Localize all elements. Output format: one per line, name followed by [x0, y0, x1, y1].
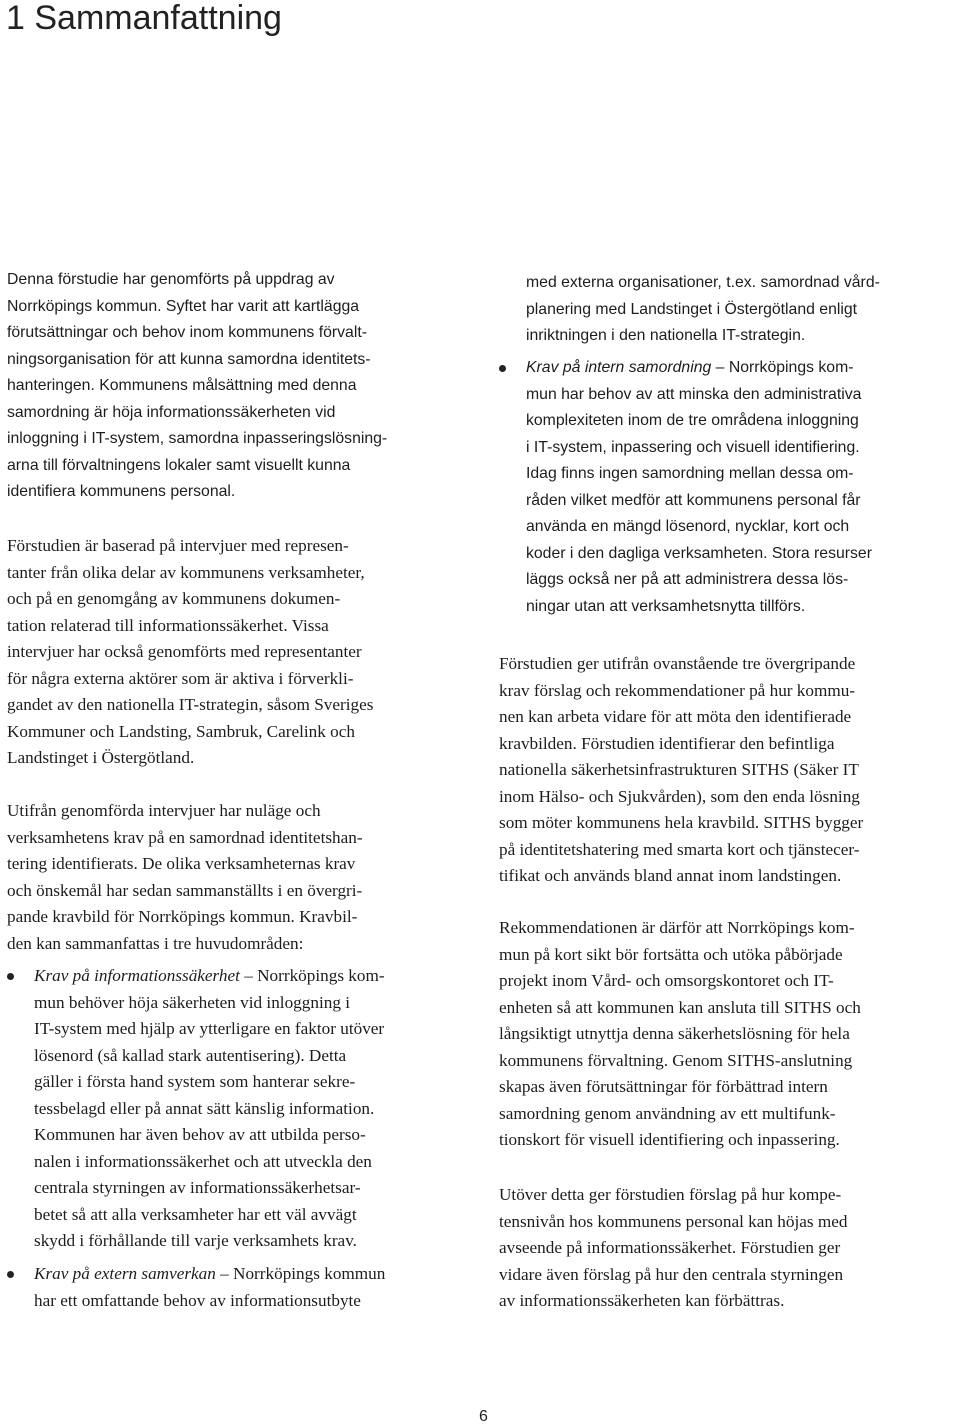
bullet-first-line	[34, 1261, 385, 1288]
text-line: intervjuer har också genomförts med representanter	[7, 642, 362, 661]
text-line: inom Hälso- och Sjukvården), som den enda lösning	[499, 786, 860, 806]
text-line: identifiera kommunens personal.	[7, 483, 236, 500]
text-line: i IT-system, inpassering och visuell identifiering.	[526, 438, 860, 456]
text-line: gäller i första hand system som hanterar sekre-	[34, 1072, 356, 1091]
text-line: kommunens förvaltning. Genom SITHS-anslutning	[499, 1050, 853, 1070]
text-line: projekt inom Vård- och omsorgskontoret och IT-	[499, 971, 834, 990]
text-line: Utöver detta ger förstudien förslag på hur kompe-	[499, 1185, 842, 1204]
page-number: 6	[479, 1408, 488, 1425]
text-line: Förstudien ger utifrån ovanstående tre övergripande	[499, 654, 856, 673]
text-line: tessbelagd eller på annat sätt känslig information.	[34, 1098, 375, 1118]
text-line: mun behöver höja säkerheten vid inloggning i	[34, 992, 350, 1012]
bullet-first-line	[526, 355, 872, 382]
text-line: nalen i informationssäkerhet och att utveckla den	[34, 1151, 372, 1171]
text-line: har ett omfattande behov av informationsutbyte	[34, 1290, 361, 1310]
text-line: tifikat och används bland annat inom landstingen.	[499, 866, 842, 885]
text-line: gandet av den nationella IT-strategin, såsom Sveriges	[7, 695, 374, 714]
text-line: inriktningen i den nationella IT-strategin.	[526, 327, 806, 344]
text-line: läggs också ner på att administrera dessa lös-	[526, 571, 849, 588]
text-line: Utifrån genomförda intervjuer har nuläge och	[7, 801, 321, 820]
bullet-term: Krav på intern samordning	[526, 359, 712, 376]
paragraph-recommendation-basis	[499, 651, 863, 890]
bullet-text: – Norrköpings kom-	[711, 359, 854, 376]
bullet-item-informationssakerhet	[7, 963, 385, 1255]
text-line: mun har behov av att minska den administrativa	[526, 385, 862, 403]
text-line: planering med Landstinget i Östergötland enligt	[526, 300, 858, 318]
text-line: för några externa aktörer som är aktiva i förverkli-	[7, 668, 354, 688]
bullet-first-line	[34, 963, 385, 990]
text-line: IT-system med hjälp av ytterligare en faktor utöver	[34, 1019, 385, 1038]
text-line: kravbilden. Förstudien identifierar den befintliga	[499, 733, 835, 753]
text-line: Förstudien är baserad på intervjuer med represen-	[7, 536, 349, 555]
text-line: nen kan arbeta vidare för att möta den identifierade	[499, 707, 852, 726]
paragraph-recommendation	[499, 915, 861, 1154]
text-line: lösenord (så kallad stark autentisering). Detta	[34, 1045, 347, 1065]
bullet-text: – Norrköpings kommun	[215, 1264, 386, 1283]
text-line: samordning genom användning av ett multifunk-	[499, 1103, 836, 1123]
text-line: Norrköpings kommun. Syftet har varit att kartlägga	[7, 297, 360, 315]
bullet-term: Krav på informationssäkerhet	[34, 966, 240, 985]
text-line: koder i den dagliga verksamheten. Stora resurser	[526, 544, 872, 562]
text-line: Landstinget i Östergötland.	[7, 748, 195, 767]
bullet-dot-icon	[7, 973, 14, 980]
text-line: inloggning i IT-system, samordna inpasseringslösning-	[7, 430, 388, 447]
text-line: och på en genomgång av kommunens dokumen-	[7, 589, 341, 608]
text-line: verksamhetens krav på en samordnad identitetshan-	[7, 827, 363, 847]
text-line: komplexiteten inom de tre områdena inloggning	[526, 412, 859, 429]
bullet-continuation	[499, 270, 880, 350]
paragraph-intro	[7, 267, 387, 506]
text-line: tensnivån hos kommunens personal kan höjas med	[499, 1211, 848, 1231]
text-line: på identitetshatering med smarta kort och tjänstecer-	[499, 839, 860, 859]
text-line: Kommunen har även behov av att utbilda perso-	[34, 1125, 366, 1144]
text-line: avseende på informationssäkerhet. Förstudien ger	[499, 1238, 841, 1257]
text-line: enheten så att kommunen kan ansluta till SITHS och	[499, 997, 861, 1017]
text-line: Rekommendationen är därför att Norrköpings kom-	[499, 918, 855, 937]
text-line: tering identifierats. De olika verksamheternas krav	[7, 854, 356, 873]
bullet-item-extern-samverkan	[7, 1261, 385, 1314]
bullet-text: – Norrköpings kom-	[239, 966, 385, 985]
text-line: arna till förvaltningens lokaler samt visuellt kunna	[7, 456, 351, 474]
text-line: Denna förstudie har genomförts på uppdrag av	[7, 271, 335, 288]
text-line: med externa organisationer, t.ex. samordnad vård-	[526, 274, 880, 291]
text-line: råden vilket medför att kommunens personal får	[526, 491, 861, 509]
text-line: använda en mängd lösenord, nycklar, kort och	[526, 518, 850, 535]
paragraph-findings	[7, 798, 363, 957]
text-line: tionskort för visuell identifiering och inpassering.	[499, 1130, 840, 1149]
text-line: skapas även förutsättningar för förbättrad intern	[499, 1077, 828, 1096]
text-line: den kan sammanfattas i tre huvudområden:	[7, 933, 304, 953]
bullet-item-intern-samordning	[499, 355, 872, 620]
text-line: tanter från olika delar av kommunens verksamheter,	[7, 562, 365, 582]
paragraph-method	[7, 533, 373, 772]
text-line: hanteringen. Kommunens målsättning med denna	[7, 377, 357, 394]
text-line: långsiktigt utnyttja denna säkerhetslösning för hela	[499, 1024, 850, 1043]
bullet-dot-icon	[499, 365, 506, 372]
text-line: tation relaterad till informationssäkerhet. Vissa	[7, 615, 329, 635]
text-line: av informationssäkerheten kan förbättras.	[499, 1291, 785, 1310]
text-line: nationella säkerhetsinfrastrukturen SITHS (Säker IT	[499, 760, 859, 779]
text-line: ningsorganisation för att kunna samordna identitets-	[7, 350, 371, 368]
text-line: som möter kommunens hela kravbild. SITHS bygger	[499, 813, 864, 832]
text-line: och önskemål har sedan sammanställts i en övergri-	[7, 880, 363, 900]
text-line: samordning är höja informationssäkerheten vid	[7, 403, 336, 421]
bullet-dot-icon	[7, 1271, 14, 1278]
text-line: vidare även förslag på hur den centrala styrningen	[499, 1264, 844, 1284]
paragraph-competence	[499, 1182, 847, 1315]
text-line: mun på kort sikt bör fortsätta och utöka påbörjade	[499, 944, 843, 964]
text-line: centrala styrningen av informationssäkerhetsar-	[34, 1178, 361, 1197]
text-line: pande kravbild för Norrköpings kommun. Kravbil-	[7, 907, 358, 926]
text-line: skydd i förhållande till varje verksamhets krav.	[34, 1231, 357, 1250]
text-line: ningar utan att verksamhetsnytta tillförs.	[526, 597, 806, 615]
text-line: krav förslag och rekommendationer på hur kommu-	[499, 680, 856, 700]
text-line: förutsättningar och behov inom kommunens förvalt-	[7, 324, 367, 341]
text-line: Idag finns ingen samordning mellan dessa om-	[526, 465, 854, 482]
bullet-term: Krav på extern samverkan	[34, 1264, 216, 1283]
page-title: 1 Sammanfattning	[6, 0, 282, 37]
text-line: betet så att alla verksamheter har ett väl avvägt	[34, 1204, 357, 1224]
text-line: Kommuner och Landsting, Sambruk, Carelink och	[7, 721, 355, 741]
